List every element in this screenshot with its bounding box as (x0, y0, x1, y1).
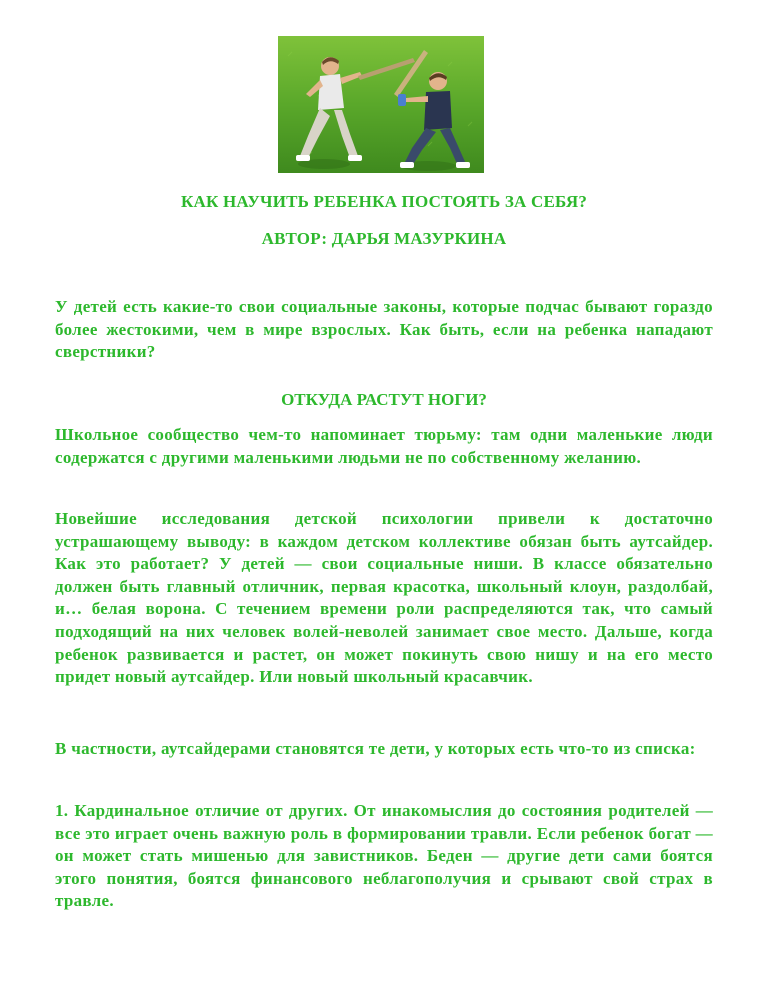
paragraph-1: Школьное сообщество чем-то напоминает тюрьму: там одни маленькие люди содержатся с другими маленькими людьми не по собственному желанию. (55, 425, 713, 467)
paragraph-2: Новейшие исследования детской психологии привели к достаточно устрашающему выводу: в каждом детском коллективе обязан быть аутсайдер. Как это работает? У детей — свои социальные ниши. В классе обязательно должен быть главный отличник, первая красотка, школьный клоун, раздолбай, и… белая ворона. С течением времени роли распределяются так, что самый подходящий на них человек волей-неволей занимает свое место. Дальше, когда ребенок развивается и растет, он может покинуть свою нишу и на его место придет новый аутсайдер. Или новый школьный красавчик. (55, 509, 713, 687)
section-heading: ОТКУДА РАСТУТ НОГИ? (281, 390, 487, 409)
paragraph-4: 1. Кардинальное отличие от других. От инакомыслия до состояния родителей — все это играет очень важную роль в формировании травли. Если ребенок богат — он может стать мишенью для завистников. Беден — другие дети сами боятся этого понятия, боятся финансового неблагополучия и срывают свой страх в травле. (55, 801, 713, 911)
article-title: КАК НАУЧИТЬ РЕБЕНКА ПОСТОЯТЬ ЗА СЕБЯ? (180, 192, 588, 211)
article-author: АВТОР: ДАРЬЯ МАЗУРКИНА (261, 229, 507, 248)
paragraph-3: В частности, аутсайдерами становятся те дети, у которых есть что-то из списка: (55, 739, 696, 758)
children-sword-fight-photo (278, 36, 484, 173)
intro-paragraph: У детей есть какие-то свои социальные законы, которые подчас бывают гораздо более жестокими, чем в мире взрослых. Как быть, если на ребенка нападают сверстники? (55, 297, 713, 362)
